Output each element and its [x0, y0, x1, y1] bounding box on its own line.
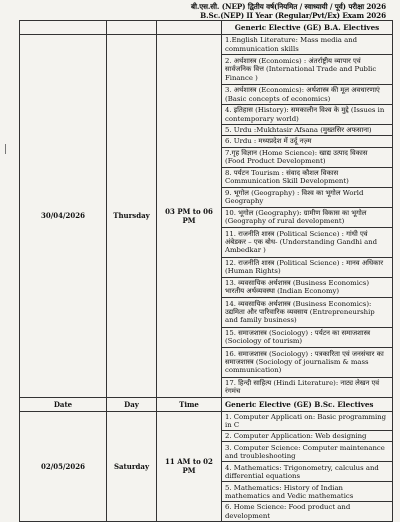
exam-title-hindi: बी.एस.सी. (NEP) द्वितीय वर्ष(नियमित / स्वाध्यायी / पूर्व) परीक्षा 2026 — [190, 2, 386, 11]
subject-item: 16. समाजशास्त्र (Sociology) : पत्रकारिता एवं जनसंचार का समाजशास्त्र (Sociology of journalism & mass communication) — [222, 347, 393, 377]
subject-item: 4. इतिहास (History): समकालीन विश्व के मुद्दे (Issues in contemporary world) — [222, 105, 393, 125]
day-column-header: Day — [107, 397, 157, 411]
subject-item: 9. भूगोल (Geography) : विश्व का भूगोल World Geography — [222, 187, 393, 207]
subject-item: 8. पर्यटन Tourism : संवाद कौशल विकास Communication Skill Development) — [222, 167, 393, 187]
subject-item: 5. Urdu :Mukhtasir Afsana (मुख्तसिर अफसाना) — [222, 125, 393, 136]
table-row — [20, 35, 393, 55]
subject-item: 5. Mathematics: History of Indian mathematics and Vedic mathematics — [222, 482, 393, 502]
table-row — [20, 411, 393, 431]
exam-schedule-table — [19, 20, 393, 522]
subject-item: 7.गृह विज्ञान (Home Science): खाद्य उत्पाद विकास (Food Product Development) — [222, 147, 393, 167]
subject-item: 2. Computer Application: Web designing — [222, 431, 393, 442]
time-column-header: Time — [157, 397, 222, 411]
subject-item: 6. Home Science: Food product and development — [222, 502, 393, 522]
margin-mark — [5, 144, 11, 154]
exam-time: 03 PM to 06 PM — [157, 35, 222, 398]
subject-item: 15. समाजशास्त्र (Sociology) : पर्यटन का समाजशास्त्र (Sociology of tourism) — [222, 327, 393, 347]
exam-date: 30/04/2026 — [20, 35, 107, 398]
subject-item: 3. Computer Science: Computer maintenance and troubleshooting — [222, 442, 393, 462]
empty-cell — [157, 21, 222, 35]
exam-time: 11 AM to 02 PM — [157, 411, 222, 521]
bsc-column-header-row — [20, 397, 393, 411]
subject-item: 3. अर्थशास्त्र (Economics): अर्थशास्त्र की मूल अवधारणाएं (Basic concepts of economics) — [222, 85, 393, 105]
exam-day: Saturday — [107, 411, 157, 521]
subject-item: 6. Urdu : मध्यप्रदेश में उर्दू नज़्म — [222, 136, 393, 147]
subject-item: 14. व्यवसायिक अर्थशास्त्र (Business Economics): उद्यमिता और पारिवारिक व्यवसाय (Entrepreneurship and family business) — [222, 297, 393, 327]
subject-item: 10. भूगोल (Geography): ग्रामीण विकास का भूगोल (Geography of rural development) — [222, 207, 393, 227]
subject-item: 2. अर्थशास्त्र (Economics) : अंतर्राष्ट्रीय व्यापार एवं सार्वजनिक वित्त (International Trade and Public Finance ) — [222, 55, 393, 85]
ba-electives-header-row — [20, 21, 393, 35]
exam-title-english: B.Sc.(NEP) II Year (Regular/Pvt/Ex) Exam 2026 — [200, 11, 386, 20]
subject-item: 13. व्यवसायिक अर्थशास्त्र (Business Economics) भारतीय अर्थव्यवस्था (Indian Economy) — [222, 277, 393, 297]
exam-date: 02/05/2026 — [20, 411, 107, 521]
empty-cell — [20, 21, 107, 35]
subject-item: 1. Computer Applicati on: Basic programming in C — [222, 411, 393, 431]
subject-item: 11. राजनीति शास्त्र (Political Science) : गांधी एवं अंबेडकर – एक बोध- (Understanding Gandhi and Ambedkar ) — [222, 227, 393, 257]
subject-item: 1.English Literature: Mass media and communication skills — [222, 35, 393, 55]
exam-day: Thursday — [107, 35, 157, 398]
date-column-header: Date — [20, 397, 107, 411]
subject-item: 17. हिन्दी साहित्य (Hindi Literature): नाट्य लेखन एवं रंगमंच — [222, 377, 393, 397]
bsc-electives-heading: Generic Elective (GE) B.Sc. Electives — [222, 397, 393, 411]
empty-cell — [107, 21, 157, 35]
ba-electives-heading: Generic Elective (GE) B.A. Electives — [222, 21, 393, 35]
subject-item: 12. राजनीति शास्त्र (Political Science) : मानव अधिकार (Human Rights) — [222, 257, 393, 277]
subject-item: 4. Mathematics: Trigonometry, calculus and differential equations — [222, 462, 393, 482]
